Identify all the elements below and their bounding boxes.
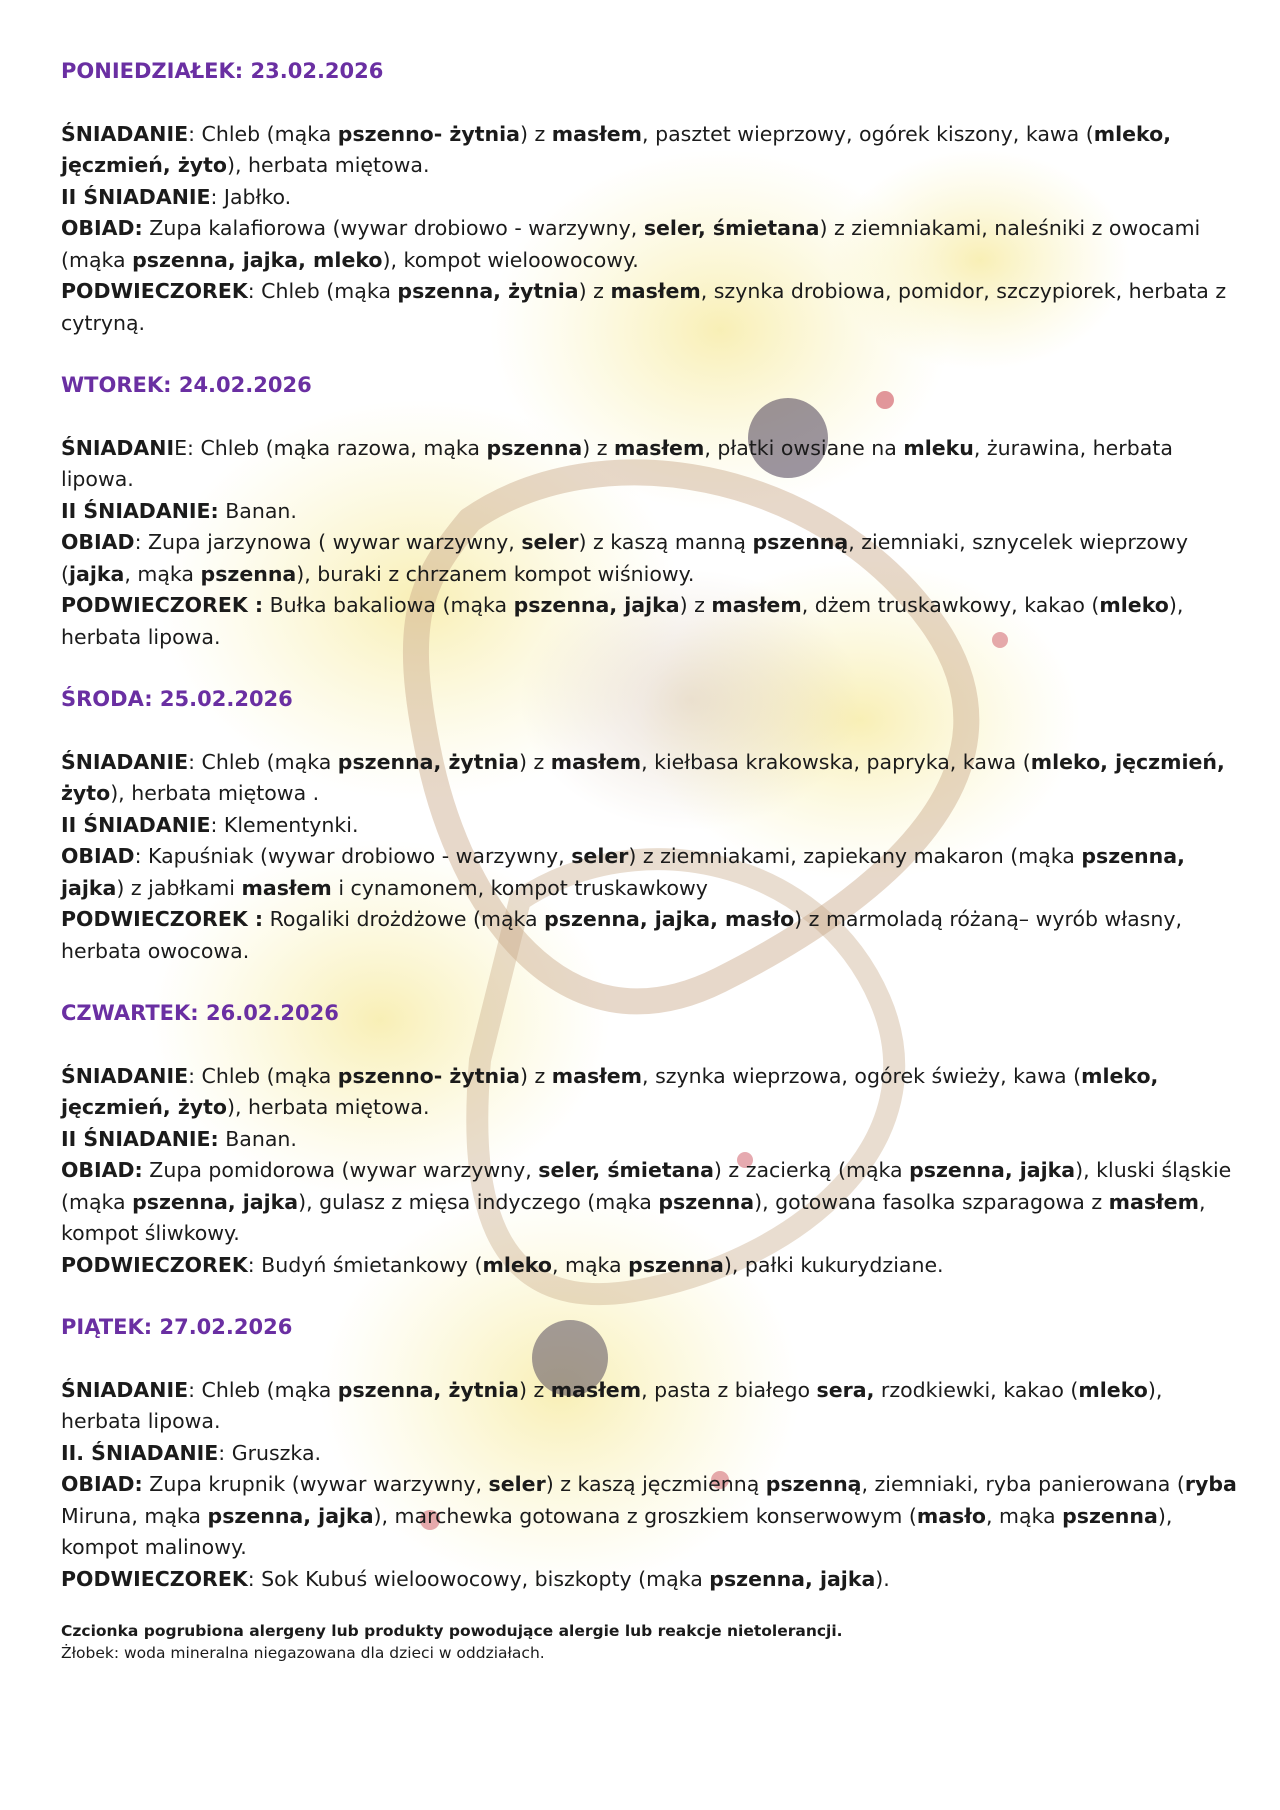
- allergen-bold-text: mleku: [903, 435, 974, 460]
- meal-text: ) z marmoladą różaną– wyrób własny, herbata owocowa.: [61, 907, 1182, 963]
- allergen-bold-text: mleko: [1099, 593, 1169, 617]
- meal-text: ), pałki kukurydziane.: [723, 1252, 944, 1277]
- allergen-bold-text: pszenna, żytnia: [337, 1377, 519, 1402]
- allergen-bold-text: masłem: [614, 435, 705, 460]
- allergen-bold-text: seler: [571, 844, 629, 868]
- meal-text: : Gruszka.: [218, 1440, 322, 1465]
- allergen-bold-text: II ŚNIADANIE:: [61, 498, 219, 523]
- allergen-bold-text: OBIAD: [61, 530, 135, 554]
- allergen-bold-text: sera,: [816, 1377, 875, 1402]
- allergen-bold-text: pszenną: [752, 530, 849, 554]
- meal-line: [61, 182, 1241, 214]
- allergen-bold-text: pszenna: [628, 1252, 724, 1277]
- allergen-bold-text: pszenna, jajka: [61, 844, 1185, 900]
- meal-text: : Chleb (mąka: [188, 1063, 338, 1088]
- allergen-bold-text: masłem: [550, 1377, 642, 1402]
- meal-text: ) z: [582, 435, 615, 460]
- allergen-bold-text: ŚNIADANI: [61, 435, 175, 460]
- allergen-bold-text: PODWIECZOREK: [61, 1566, 248, 1591]
- allergen-bold-text: pszenna, żytnia: [337, 749, 519, 774]
- meal-line: [61, 841, 1241, 904]
- meal-line: [61, 433, 1241, 496]
- meal-line: [61, 1250, 1241, 1282]
- allergen-bold-text: PODWIECZOREK :: [61, 593, 264, 617]
- meal-text: , ziemniaki, sznycelek wieprzowy (: [61, 530, 1189, 586]
- allergen-bold-text: seler: [488, 1472, 546, 1496]
- allergen-bold-text: ŚNIADANIE: [61, 749, 189, 774]
- day-section: [61, 370, 1241, 653]
- allergen-bold-text: II ŚNIADANIE: [61, 184, 211, 209]
- day-title: ŚRODA: 25.02.2026: [61, 687, 293, 711]
- day-section: [61, 684, 1241, 967]
- footnote-allergen-note: Czcionka pogrubiona alergeny lub produkty powodujące alergie lub reakcje nietolerancji.: [61, 1622, 843, 1640]
- day-section: [61, 998, 1241, 1281]
- allergen-bold-text: seler, śmietana: [643, 216, 820, 240]
- meal-line: [61, 1469, 1241, 1564]
- allergen-bold-text: PODWIECZOREK: [61, 279, 248, 303]
- allergen-bold-text: masłem: [711, 593, 802, 617]
- meal-text: : Chleb (mąka: [188, 121, 338, 146]
- meal-text: : Kapuśniak (wywar drobiowo - warzywny,: [134, 844, 572, 868]
- allergen-bold-text: II. ŚNIADANIE: [61, 1440, 219, 1465]
- allergen-bold-text: masłem: [551, 1063, 643, 1088]
- meal-text: : Jabłko.: [210, 184, 292, 209]
- allergen-bold-text: masłem: [241, 875, 332, 900]
- allergen-bold-text: OBIAD:: [61, 1158, 143, 1182]
- allergen-bold-text: ŚNIADANIE: [61, 1063, 189, 1088]
- allergen-bold-text: pszenna, jajka: [513, 593, 680, 617]
- allergen-bold-text: pszenna, jajka, mleko: [132, 247, 383, 272]
- allergen-bold-text: pszenna, jajka: [132, 1189, 299, 1214]
- meal-line: [61, 1438, 1241, 1470]
- allergen-bold-text: pszenna, jajka: [207, 1503, 374, 1528]
- meal-line: [61, 590, 1241, 653]
- allergen-bold-text: OBIAD:: [61, 216, 143, 240]
- meal-line: [61, 527, 1241, 590]
- allergen-bold-text: masłem: [610, 279, 701, 303]
- allergen-bold-text: mleko, jęczmień, żyto: [61, 749, 1225, 805]
- meal-text: ), herbata lipowa.: [61, 1377, 1163, 1433]
- meal-text: : Sok Kubuś wieloowocowy, biszkopty (mąka: [247, 1566, 710, 1591]
- allergen-bold-text: pszenna, żytnia: [397, 279, 579, 303]
- meal-text: ) z: [519, 749, 551, 774]
- meal-text: : Budyń śmietankowy (: [247, 1252, 483, 1277]
- meal-text: , pasztet wieprzowy, ogórek kiszony, kawa (: [642, 121, 1094, 146]
- meal-text: rzodkiewki, kakao (: [874, 1377, 1079, 1402]
- meal-text: : Chleb (mąka: [247, 279, 398, 303]
- meal-text: Banan.: [218, 498, 297, 523]
- meal-text: Miruna, mąka: [61, 1503, 208, 1528]
- allergen-bold-text: jajka: [69, 561, 125, 586]
- meal-text: , żurawina, herbata lipowa.: [61, 435, 1173, 491]
- meal-text: ) z ziemniakami, naleśniki z owocami (mąka: [61, 216, 1201, 272]
- meal-text: : Zupa jarzynowa ( wywar warzywny,: [134, 530, 522, 554]
- allergen-bold-text: pszenna, jajka: [909, 1158, 1076, 1182]
- meal-text: , mąka: [551, 1252, 629, 1277]
- meal-text: ), buraki z chrzanem kompot wiśniowy.: [296, 561, 695, 586]
- meal-line: [61, 1375, 1241, 1438]
- meal-text: : Chleb (mąka: [188, 749, 338, 774]
- allergen-bold-text: pszenna, jajka, masło: [544, 907, 795, 931]
- meal-text: , szynka drobiowa, pomidor, szczypiorek, herbata z cytryną.: [61, 279, 1227, 335]
- meal-text: ), kompot malinowy.: [61, 1503, 1173, 1559]
- allergen-bold-text: seler: [521, 530, 579, 554]
- allergen-bold-text: masłem: [1108, 1189, 1199, 1214]
- allergen-bold-text: ryba: [1184, 1472, 1237, 1496]
- meal-text: ), herbata miętowa .: [110, 781, 320, 805]
- meal-text: Rogaliki drożdżowe (mąka: [263, 907, 545, 931]
- meal-line: [61, 119, 1241, 182]
- meal-text: i cynamonem, kompot truskawkowy: [331, 875, 708, 900]
- day-title: PIĄTEK: 27.02.2026: [61, 1315, 293, 1339]
- meal-text: ) z jabłkami: [116, 875, 242, 900]
- meal-text: Bułka bakaliowa (mąka: [263, 593, 514, 617]
- allergen-bold-text: OBIAD:: [61, 1472, 143, 1496]
- meal-line: [61, 1061, 1241, 1124]
- meal-text: Zupa krupnik (wywar warzywny,: [142, 1472, 489, 1496]
- meal-text: ) z: [519, 121, 552, 146]
- meal-line: [61, 1564, 1241, 1596]
- meal-line: [61, 1155, 1241, 1250]
- meal-line: [61, 496, 1241, 528]
- meal-text: , kiełbasa krakowska, papryka, kawa (: [641, 749, 1031, 774]
- meal-line: [61, 904, 1241, 967]
- allergen-bold-text: PODWIECZOREK: [61, 1252, 248, 1277]
- allergen-bold-text: ŚNIADANIE: [61, 121, 189, 146]
- allergen-bold-text: mleko: [1078, 1377, 1148, 1402]
- meal-text: ) z zacierką (mąka: [713, 1158, 910, 1182]
- meal-text: ), herbata miętowa.: [227, 1095, 430, 1119]
- meal-text: E: Chleb (mąka razowa, mąka: [174, 435, 487, 460]
- meal-text: ), herbata lipowa.: [61, 593, 1184, 649]
- meal-line: [61, 810, 1241, 842]
- footnote-water-note: Żłobek: woda mineralna niegazowana dla dzieci w oddziałach.: [61, 1644, 545, 1662]
- allergen-bold-text: mleko, jęczmień, żyto: [61, 121, 1171, 177]
- allergen-bold-text: PODWIECZOREK :: [61, 907, 264, 931]
- meal-text: ) z kaszą manną: [578, 530, 753, 554]
- meal-text: , mąka: [985, 1503, 1063, 1528]
- meal-text: Zupa kalafiorowa (wywar drobiowo - warzywny,: [142, 216, 644, 240]
- day-section: [61, 1312, 1241, 1595]
- meal-text: , pasta z białego: [641, 1377, 817, 1402]
- day-title: PONIEDZIAŁEK: 23.02.2026: [61, 59, 384, 83]
- meal-text: ), marchewka gotowana z groszkiem konserwowym (: [373, 1503, 917, 1528]
- allergen-bold-text: pszenno- żytnia: [337, 1063, 520, 1088]
- meal-text: ), gotowana fasolka szparagowa z: [754, 1189, 1109, 1214]
- allergen-footnote: [61, 1620, 1241, 1664]
- allergen-bold-text: pszenna: [658, 1189, 755, 1214]
- day-section: [61, 56, 1241, 339]
- meal-text: ), kluski śląskie (mąka: [61, 1158, 1232, 1214]
- meal-line: [61, 213, 1241, 276]
- allergen-bold-text: OBIAD: [61, 844, 135, 868]
- meal-text: Zupa pomidorowa (wywar warzywny,: [142, 1158, 539, 1182]
- meal-text: , szynka wieprzowa, ogórek świeży, kawa (: [642, 1063, 1082, 1088]
- allergen-bold-text: masło: [916, 1503, 986, 1528]
- allergen-bold-text: seler, śmietana: [538, 1158, 714, 1182]
- allergen-bold-text: pszenna, jajka: [709, 1566, 876, 1591]
- allergen-bold-text: mleko, jęczmień, żyto: [61, 1063, 1159, 1119]
- meal-text: ), gulasz z mięsa indyczego (mąka: [298, 1189, 659, 1214]
- meal-text: ), kompot wieloowocowy.: [382, 247, 639, 272]
- meal-text: , ziemniaki, ryba panierowana (: [861, 1472, 1185, 1496]
- allergen-bold-text: pszenno- żytnia: [337, 121, 520, 146]
- menu-document: [61, 56, 1241, 1664]
- allergen-bold-text: pszenna: [486, 435, 583, 460]
- meal-line: [61, 276, 1241, 339]
- day-title: WTOREK: 24.02.2026: [61, 373, 312, 397]
- allergen-bold-text: II ŚNIADANIE:: [61, 1126, 219, 1151]
- meal-text: , płatki owsiane na: [704, 435, 904, 460]
- meal-text: ) z: [679, 593, 712, 617]
- allergen-bold-text: pszenna: [1062, 1503, 1158, 1528]
- meal-text: ) z: [578, 279, 611, 303]
- meal-text: ).: [875, 1566, 890, 1591]
- meal-text: ) z kaszą jęczmienną: [545, 1472, 766, 1496]
- allergen-bold-text: pszenną: [765, 1472, 862, 1496]
- meal-text: , kompot śliwkowy.: [61, 1189, 1206, 1245]
- allergen-bold-text: pszenna: [200, 561, 297, 586]
- meal-text: , dżem truskawkowy, kakao (: [801, 593, 1100, 617]
- meal-text: : Klementynki.: [210, 812, 359, 837]
- meal-text: ) z: [519, 1063, 552, 1088]
- day-title: CZWARTEK: 26.02.2026: [61, 1001, 339, 1025]
- meal-text: : Chleb (mąka: [188, 1377, 338, 1402]
- allergen-bold-text: masłem: [551, 121, 643, 146]
- allergen-bold-text: ŚNIADANIE: [61, 1377, 189, 1402]
- meal-line: [61, 1124, 1241, 1156]
- meal-text: ) z ziemniakami, zapiekany makaron (mąka: [628, 844, 1082, 868]
- meal-text: ) z: [519, 1377, 551, 1402]
- meal-text: Banan.: [218, 1126, 297, 1151]
- allergen-bold-text: II ŚNIADANIE: [61, 812, 211, 837]
- meal-line: [61, 747, 1241, 810]
- allergen-bold-text: mleko: [482, 1252, 552, 1277]
- meal-text: , mąka: [124, 561, 201, 586]
- allergen-bold-text: masłem: [550, 749, 642, 774]
- meal-text: ), herbata miętowa.: [227, 153, 430, 177]
